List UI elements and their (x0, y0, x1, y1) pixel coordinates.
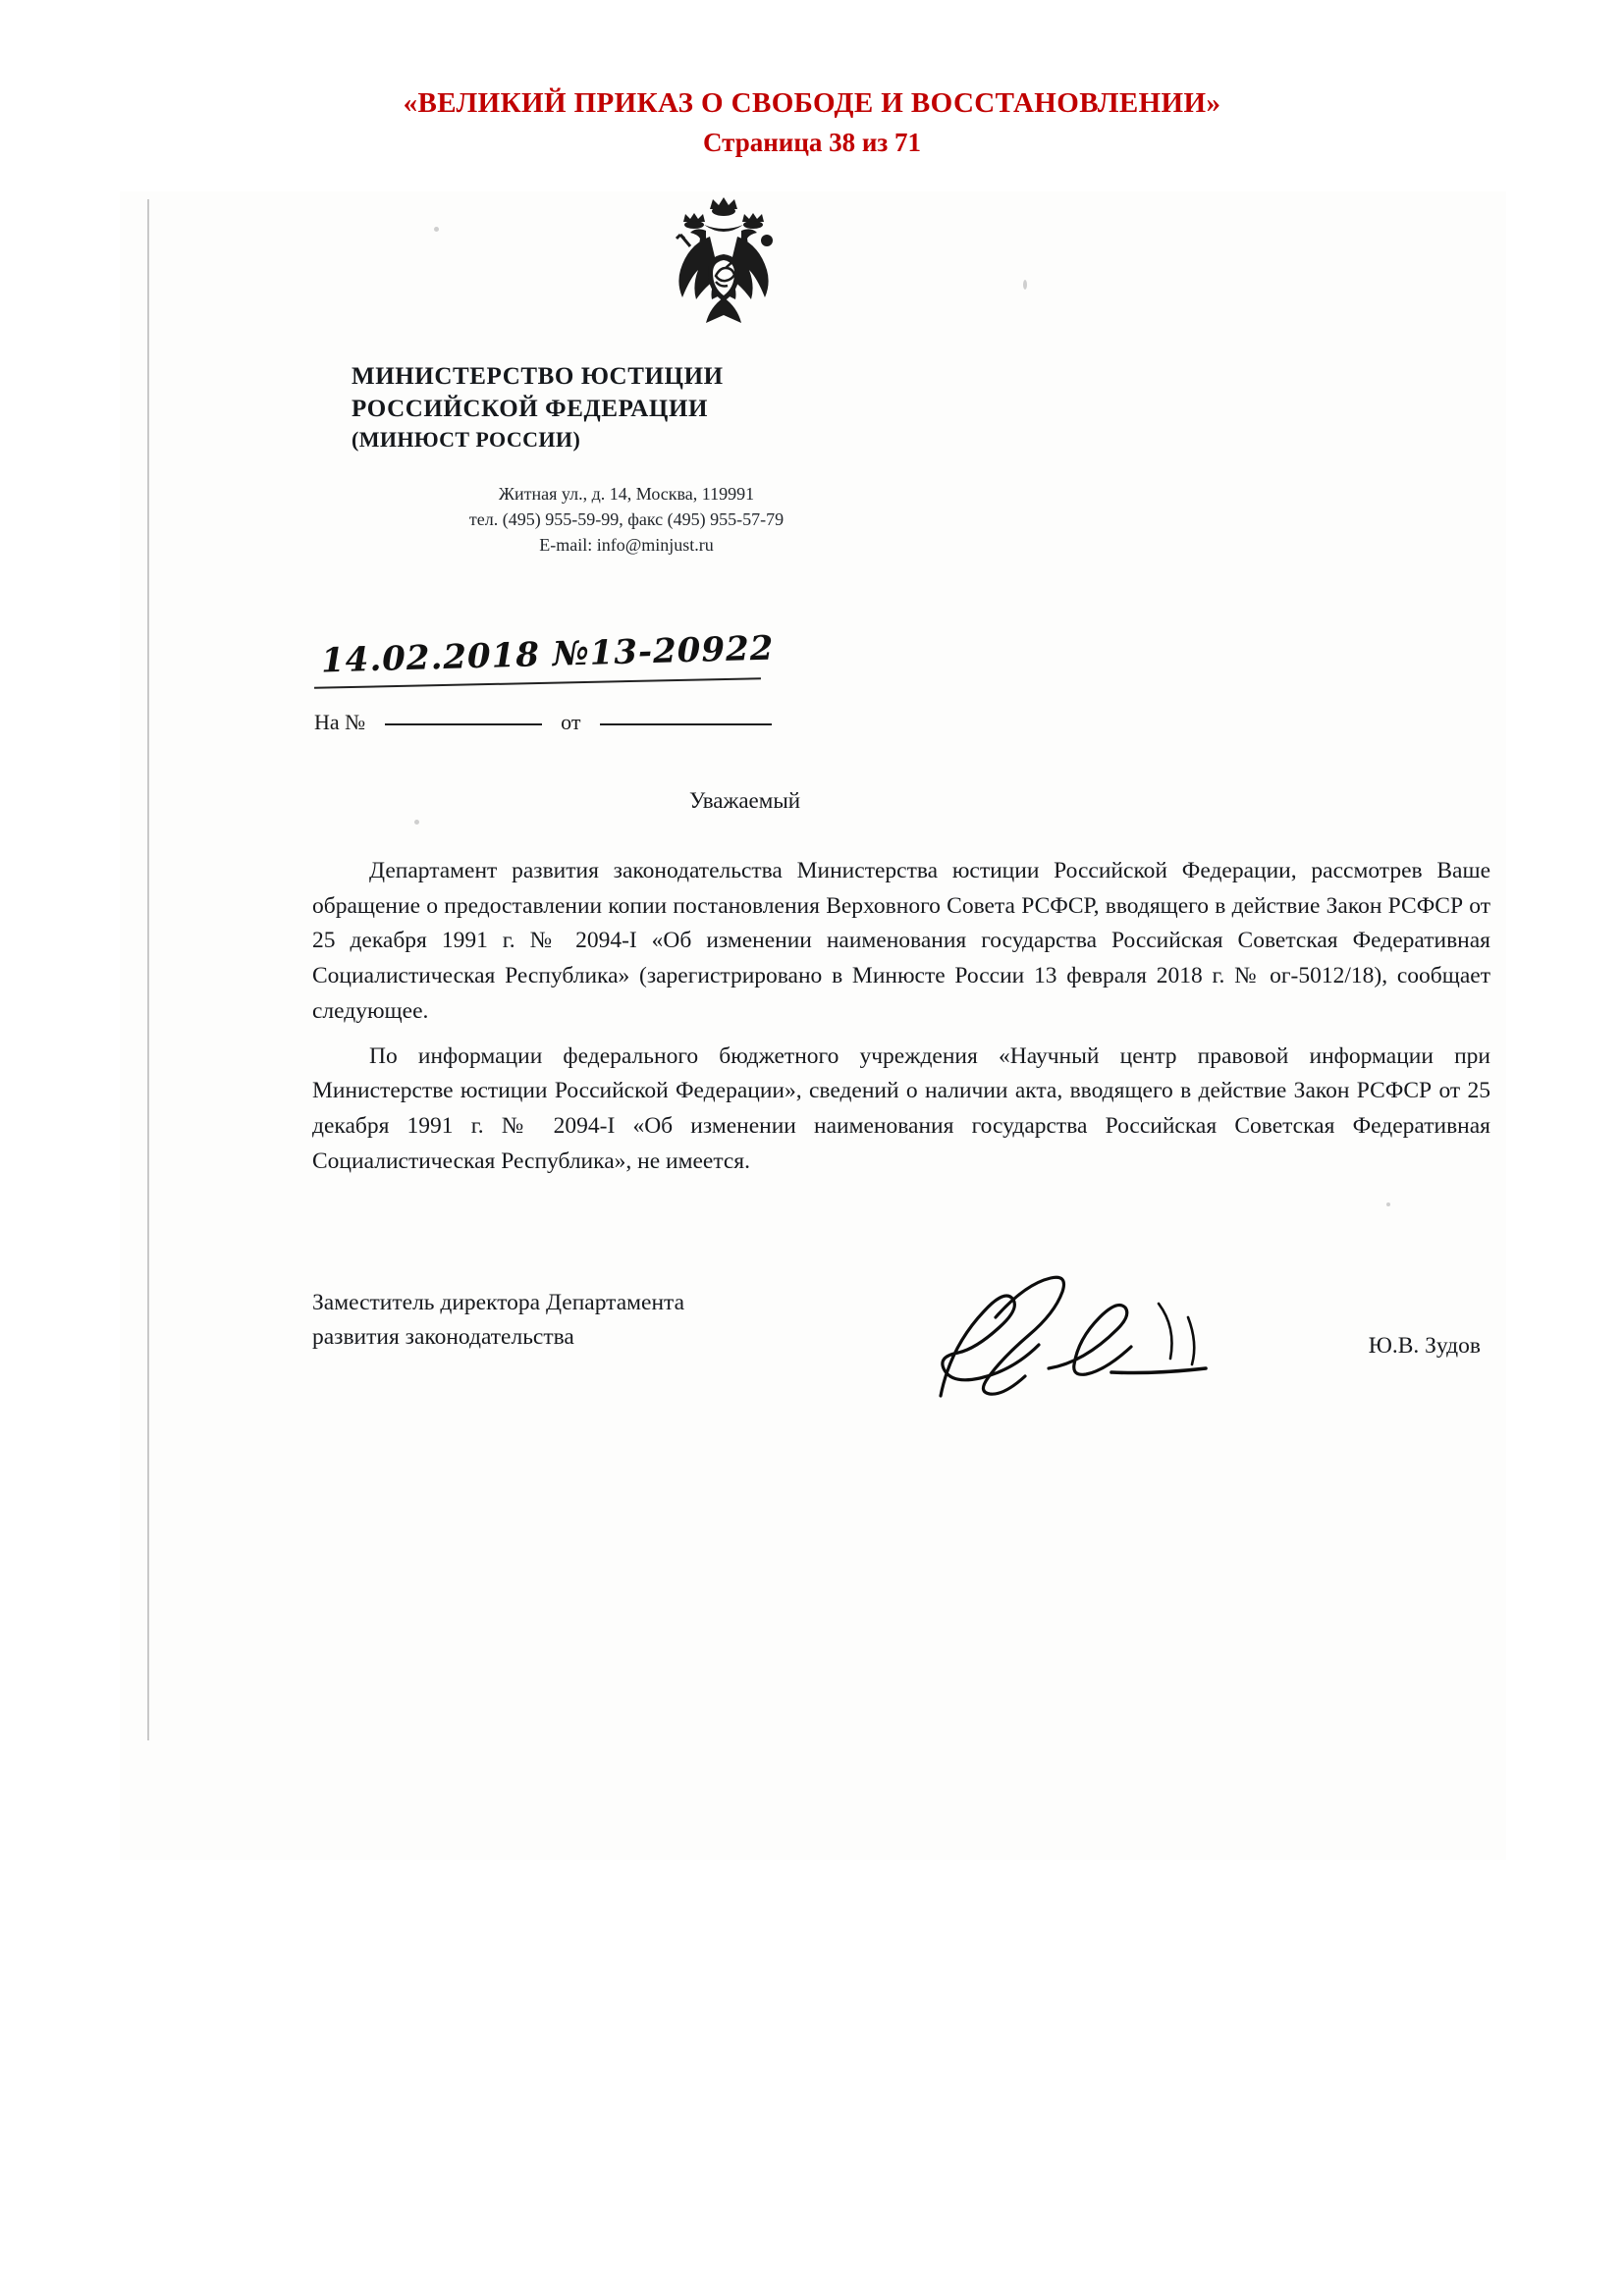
phone-line: тел. (495) 955-59-99, факс (495) 955-57-79 (468, 509, 785, 530)
body-paragraph-2: По информации федерального бюджетного учреждения «Научный центр правовой информации при Министерстве юстиции Российской Федерации», сведений о наличии акта, вводящего в действие Закон РСФСР от 25 декабря 1991 г. № 2094-I «Об изменении наименования государства Российская Советская Федеративная Социалистическая Республика», не имеется. (312, 1042, 1490, 1174)
reply-number-field (385, 710, 542, 725)
handwritten-signature (901, 1258, 1314, 1415)
signature-block (312, 1286, 1490, 1359)
body-paragraph-1: Департамент развития законодательства Министерства юстиции Российской Федерации, рассмотрев Ваше обращение о предоставлении копии постановления Верховного Совета РСФСР, вводящего в действие Закон РСФСР от 25 декабря 1991 г. № 2094-I «Об изменении наименования государства Российская Советская Федеративная Социалистическая Республика» (зарегистрировано в Минюсте России 13 февраля 2018 г. № ог-5012/18), сообщает следующее. (312, 858, 1490, 1024)
ministry-line-3: (МИНЮСТ РОССИИ) (352, 427, 581, 452)
reply-number-label: На № (314, 710, 366, 734)
scanned-letter (120, 191, 1506, 1860)
scan-edge-line (147, 199, 149, 1740)
ministry-line-1: МИНИСТЕРСТВО ЮСТИЦИИ (352, 363, 724, 390)
signer-name: Ю.В. Зудов (1368, 1333, 1481, 1359)
russian-coat-of-arms-icon (665, 191, 783, 348)
scan-speck (414, 820, 419, 825)
letter-body (312, 854, 1490, 1189)
handwritten-underline (314, 677, 761, 689)
signer-position-line-1: Заместитель директора Департамента (312, 1290, 685, 1315)
salutation: Уважаемый (689, 788, 801, 813)
handwritten-registration: 14.02.2018 №13-20922 (320, 628, 775, 681)
document-header (0, 86, 1624, 158)
reply-date-field (600, 710, 772, 725)
ministry-line-2: РОССИЙСКОЙ ФЕДЕРАЦИИ (352, 396, 709, 422)
reply-reference-row (314, 710, 772, 735)
contact-block (238, 481, 901, 558)
signer-position (312, 1286, 823, 1356)
email-line: E-mail: info@minjust.ru (539, 535, 714, 556)
scan-speck (1386, 1202, 1390, 1206)
page-title: «ВЕЛИКИЙ ПРИКАЗ О СВОБОДЕ И ВОССТАНОВЛЕНИИ» (403, 87, 1221, 119)
address-line: Житная ул., д. 14, Москва, 119991 (498, 484, 755, 505)
letterhead (238, 191, 1043, 558)
ministry-name (238, 360, 1043, 454)
reply-date-label: от (561, 710, 581, 734)
signer-position-line-2: развития законодательства (312, 1324, 574, 1351)
page-number-label: Страница 38 из 71 (702, 127, 922, 157)
